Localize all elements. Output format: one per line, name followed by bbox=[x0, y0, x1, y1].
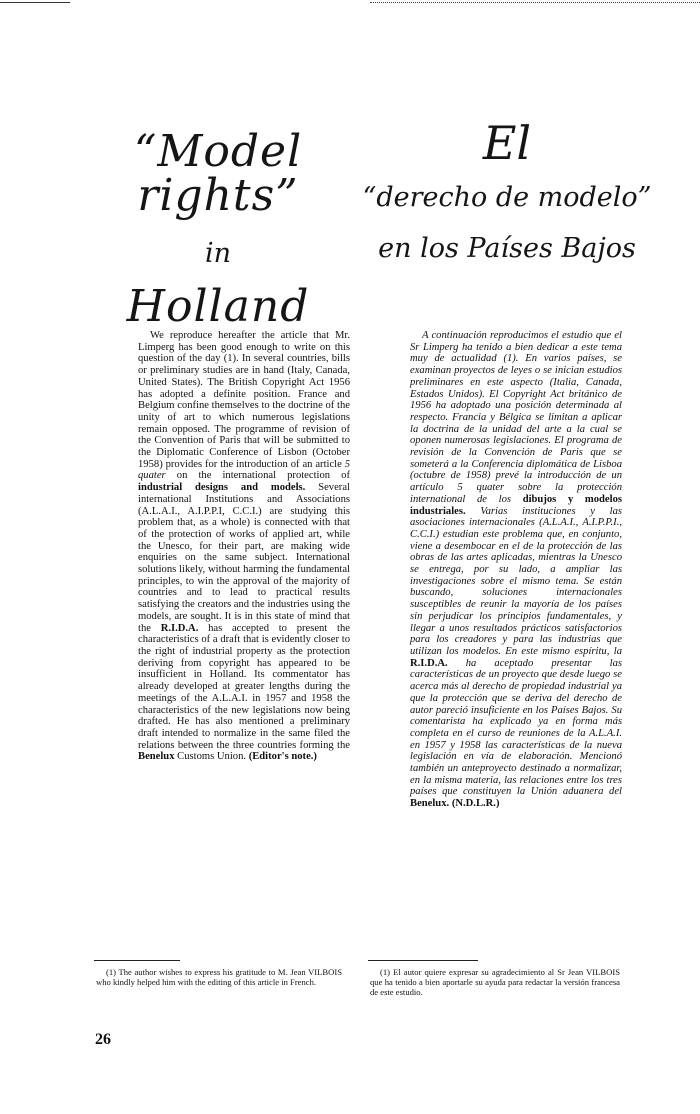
footnote-english: (1) The author wishes to express his gratitude to M. Jean VILBOIS who kindly helped him with the editing of this article in French. bbox=[96, 967, 342, 988]
body-es-benelux: Benelux. bbox=[410, 798, 450, 810]
body-es-text-3: ha aceptado presentar las características de un proyecto que desde luego se acerca más al derecho de propiedad industrial ya que la protección que se deriva del derecho de autor pareció insuficiente en los Países Bajos. Su comentarista ha explicado ya en forma más completa en el curso de reuniones de la A.L.A.I. en 1957 y 1958 las características de la nueva legislación en vía de elaboración. Mencionó también un anteproyecto destinado a normalizar, en la misma materia, las relaciones entre los tres países que constituyen la Unión aduanera del bbox=[410, 657, 622, 798]
title-spanish bbox=[352, 116, 662, 264]
title-es-line3: en los Países Bajos bbox=[378, 233, 636, 264]
body-en-rida: R.I.D.A. bbox=[160, 622, 199, 634]
body-en-text-4: has accepted to present the characteristics of a draft that is evidently closer to the right of industrial property as the protection deriving from copyright has appeared to be insufficient in Holland. Its commentator has already developed at greater lengths during the meetings of the A.L.A.I. in 1957 and 1958 the characteristics of the new legislations now being drafted. He has also mentioned a preliminary draft intended to normalize in the same filed the relations between the three countries forming the bbox=[138, 622, 350, 751]
title-en-line3: Holland bbox=[126, 281, 310, 332]
title-english bbox=[98, 120, 338, 332]
body-es-editor-note: (N.D.L.R.) bbox=[451, 798, 500, 810]
body-es-rida: R.I.D.A. bbox=[410, 657, 448, 669]
top-rule-right bbox=[370, 2, 700, 3]
body-english bbox=[138, 330, 350, 763]
footnote-rule-english bbox=[94, 960, 180, 961]
title-es-line2: “derecho de modelo” bbox=[362, 182, 652, 213]
body-spanish bbox=[410, 330, 622, 810]
footnote-rule-spanish bbox=[368, 960, 478, 961]
title-es-line1: El bbox=[482, 116, 532, 170]
page-number: 26 bbox=[95, 1031, 111, 1048]
body-en-quater: 5 quater bbox=[138, 458, 350, 482]
body-en-text-2: on the international protection of bbox=[176, 470, 350, 482]
body-en-text-3: Several international Institutions and Associations (A.L.A.I., A.I.P.P.I, C.C.I.) are studying this problem that, as a whole) is connected with that of the protection of works of applied art, while the Unesco, for their part, are making wide enquiries on the same subject. International solutions likely, without harming the fundamental principles, to win the approval of the majority of countries and to lead to practical results satisfying the creators and the industries using the models, are sought. It is in this state of mind that the bbox=[138, 482, 350, 634]
body-en-editor-note: (Editor's note.) bbox=[248, 751, 317, 763]
title-en-line2: in bbox=[204, 238, 232, 269]
body-es-text-1: A continuación reproducimos el estudio que el Sr Limperg ha tenido a bien dedicar a este tema muy de actualidad (1). En varios países, se examinan proyectos de leyes o se inician estudios preliminares en este aspecto (Italia, Canada, Estados Unidos). El Copyright Act británico de 1956 ha adoptado una posición determinada al respecto. Francia y Bélgica se limitan a aplicar la doctrina de la unidad del arte a la cual se oponen numerosas legislaciones. El programa de revisión de la Convención de Paris que se someterá a la Conferencia diplomática de Lisboa (octubre de 1958) prevé la introducción de un artículo 5 quater sobre la protección international de los bbox=[410, 330, 622, 505]
body-en-benelux: Benelux bbox=[138, 751, 175, 763]
top-rule-left bbox=[0, 2, 70, 3]
body-en-text-5: Customs Union. bbox=[177, 751, 247, 763]
footnote-spanish: (1) El autor quiere expresar su agradecimiento al Sr Jean VILBOIS que ha tenido a bien aportarle su ayuda para redactar la versión francesa de este estudio. bbox=[370, 967, 620, 998]
body-es-dibujos: dibujos y modelos industriales. bbox=[410, 493, 622, 517]
body-en-text-1: We reproduce hereafter the article that Mr. Limperg has been good enough to write on this question of the day (1). In several countries, bills or preliminary studies are in hand (Italy, Canada, United States). The British Copyright Act 1956 has adopted a definite position. France and Belgium confine themselves to the doctrine of the unity of art to which numerous legislations remain opposed. The programme of revision of the Convention of Paris that will be submitted to the Diplomatic Conference of Lisbon (October 1958) provides for the introduction of an article bbox=[138, 330, 350, 470]
body-en-industrial: industrial designs and models. bbox=[138, 482, 306, 494]
body-es-text-2: Varias instituciones y las asociaciones internacionales (A.L.A.I., A.I.P.P.I., C.C.I.) estudian este problema que, en conjunto, viene a desembocar en el de la protección de las obras de las artes aplicadas, mientras la Unesco se entrega, por su lado, a ampliar las investigaciones sobre el mismo tema. Se están buscando, soluciones internacionales susceptibles de reunir la mayoría de los países sin perjudicar los principios fundamentales, y llegar a unos resultados prácticos satisfactorios para los creadores y para las industrias que utilizan los modelos. En este mismo espíritu, la bbox=[410, 505, 622, 657]
title-en-line1: “Model rights” bbox=[133, 126, 303, 221]
